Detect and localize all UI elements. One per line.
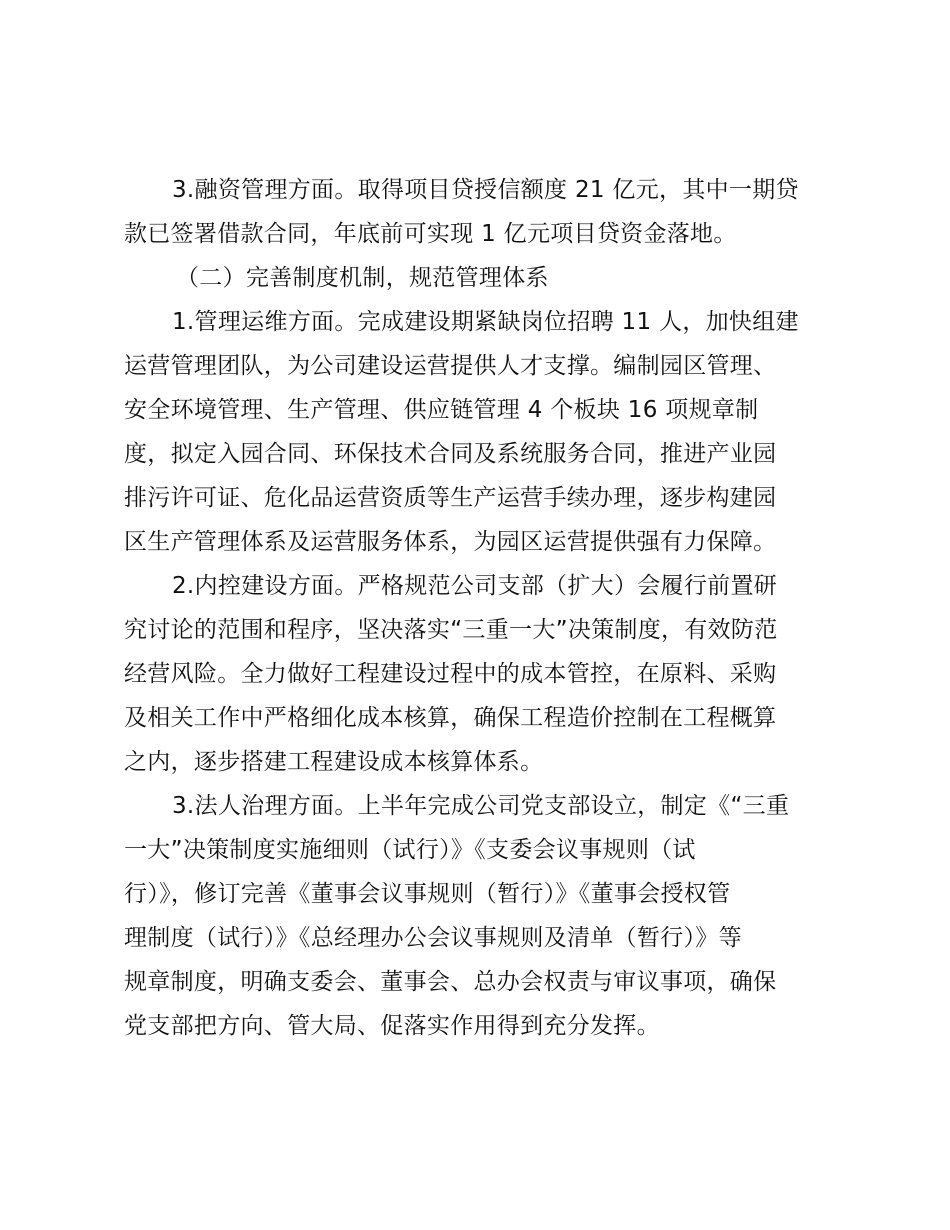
paragraph-operations-line-6: 区生产管理体系及运营服务体系，为园区运营提供强有力保障。 <box>124 529 777 555</box>
paragraph-internal-control-line-1: 2.内控建设方面。严格规范公司支部（扩大）会履行前置研 <box>172 573 778 599</box>
paragraph-internal-control-line-2: 究讨论的范围和程序，坚决落实“三重一大”决策制度，有效防范 <box>124 617 778 643</box>
paragraph-governance-line-4: 理制度（试行）》《总经理办公会议事规则及清单（暂行）》等 <box>124 925 742 951</box>
paragraph-operations-line-2: 运营管理团队，为公司建设运营提供人才支撑。编制园区管理、 <box>124 353 777 379</box>
paragraph-governance-line-2: 一大”决策制度实施细则（试行）》《支委会议事规则（试 <box>124 837 696 863</box>
paragraph-internal-control-line-4: 及相关工作中严格细化成本核算，确保工程造价控制在工程概算 <box>124 705 777 731</box>
paragraph-internal-control-line-5: 之内，逐步搭建工程建设成本核算体系。 <box>124 749 544 775</box>
paragraph-operations-line-5: 排污许可证、危化品运营资质等生产运营手续办理，逐步构建园 <box>124 485 777 511</box>
paragraph-governance-line-1: 3.法人治理方面。上半年完成公司党支部设立，制定《“三重 <box>172 793 790 819</box>
paragraph-financing-line-1: 3.融资管理方面。取得项目贷授信额度 21 亿元，其中一期贷 <box>172 177 799 203</box>
section-heading: （二）完善制度机制，规范管理体系 <box>176 265 549 291</box>
paragraph-financing-line-2: 款已签署借款合同，年底前可实现 1 亿元项目贷资金落地。 <box>124 221 737 247</box>
paragraph-governance-line-6: 党支部把方向、管大局、促落实作用得到充分发挥。 <box>124 1013 660 1039</box>
paragraph-operations-line-4: 度，拟定入园合同、环保技术合同及系统服务合同，推进产业园 <box>124 441 777 467</box>
paragraph-internal-control-line-3: 经营风险。全力做好工程建设过程中的成本管控，在原料、采购 <box>124 661 777 687</box>
paragraph-governance-line-3: 行）》，修订完善《董事会议事规则（暂行）》《董事会授权管 <box>124 881 731 907</box>
document-body <box>124 168 840 1048</box>
paragraph-governance-line-5: 规章制度，明确支委会、董事会、总办会权责与审议事项，确保 <box>124 969 777 995</box>
paragraph-operations-line-1: 1.管理运维方面。完成建设期紧缺岗位招聘 11 人，加快组建 <box>172 309 799 335</box>
paragraph-operations-line-3: 安全环境管理、生产管理、供应链管理 4 个板块 16 项规章制 <box>124 397 759 423</box>
